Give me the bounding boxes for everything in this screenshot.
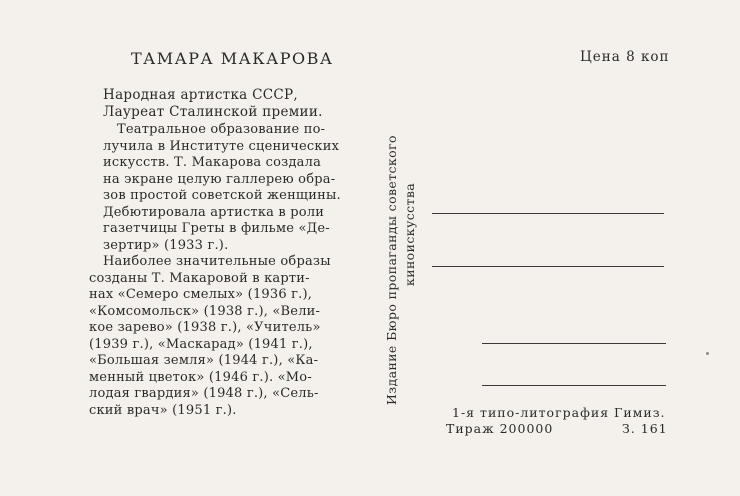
address-line-4	[482, 385, 666, 386]
bio-line: газетчицы Греты в фильме «Де-	[103, 221, 330, 236]
publisher-vertical-text-2: киноискусства	[402, 182, 417, 286]
circulation-info: Тираж 200000	[446, 421, 554, 436]
biography-paragraph-2	[89, 254, 342, 419]
bio-line: на экране целую галлерею обра-	[103, 171, 336, 187]
address-line-2	[432, 266, 664, 267]
bio-line: Наиболее значительные образы	[103, 254, 331, 269]
bio-line: зов простой советской женщины.	[103, 188, 341, 203]
print-info: 1-я типо-литография Гимиз.	[452, 405, 666, 420]
bio-line: Театральное образование по-	[117, 122, 326, 137]
publisher-vertical-text: Издание Бюро пропаганды советского	[384, 135, 399, 405]
honor-title-2: Лауреат Сталинской премии.	[103, 104, 323, 120]
bio-line: Дебютировала артистка в роли	[103, 204, 325, 220]
honor-title-1: Народная артистка СССР,	[103, 87, 298, 103]
order-number: З. 161	[622, 421, 668, 436]
bio-line: искусств. Т. Макарова создала	[103, 155, 322, 170]
bio-line: нах «Семеро смелых» (1936 г.),	[89, 287, 313, 302]
bio-line: менный цветок» (1946 г.). «Мо-	[89, 369, 312, 385]
address-line-1	[432, 213, 664, 214]
bio-line: созданы Т. Макаровой в карти-	[89, 270, 310, 286]
bio-line: кое зарево» (1938 г.), «Учитель»	[89, 320, 321, 335]
biography-paragraph-1	[103, 122, 356, 254]
bio-line: ский врач» (1951 г.).	[89, 402, 237, 418]
bio-line: лодая гвардия» (1948 г.), «Сель-	[89, 386, 319, 401]
bio-line: «Большая земля» (1944 г.), «Ка-	[89, 353, 319, 368]
paper-speck	[706, 352, 709, 355]
bio-line: (1939 г.), «Маскарад» (1941 г.),	[89, 336, 313, 352]
actress-name-title: ТАМАРА МАКАРОВА	[131, 49, 334, 68]
bio-line: лучила в Институте сценических	[103, 138, 340, 154]
bio-line: «Комсомольск» (1938 г.), «Вели-	[89, 303, 321, 319]
address-line-3	[482, 343, 666, 344]
bio-line: зертир» (1933 г.).	[103, 237, 229, 253]
price-label: Цена 8 коп	[580, 49, 670, 65]
